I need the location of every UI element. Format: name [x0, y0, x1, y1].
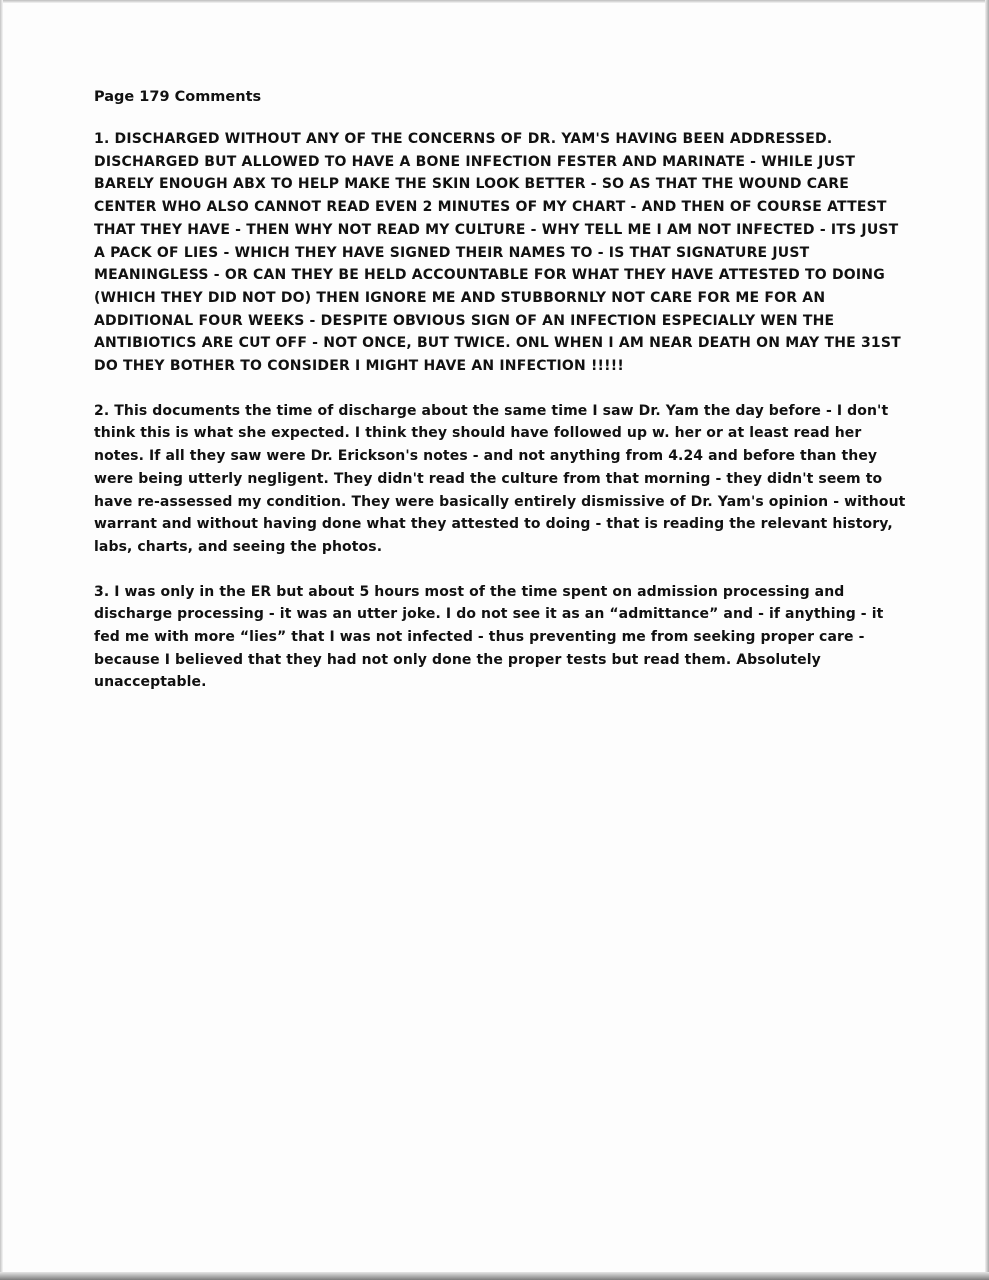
scan-edge-bottom: [0, 1272, 989, 1280]
scan-edge-top: [0, 0, 989, 3]
document-body: [94, 86, 909, 716]
comment-1: 1. DISCHARGED WITHOUT ANY OF THE CONCERNS OF DR. YAM'S HAVING BEEN ADDRESSED. DISCHARGED BUT ALLOWED TO HAVE A BONE INFECTION FESTER AND MARINATE - WHILE JUST BARELY ENOUGH ABX TO HELP MAKE THE SKIN LOOK BETTER - SO AS THAT THE WOUND CARE CENTER WHO ALSO CANNOT READ EVEN 2 MINUTES OF MY CHART - AND THEN OF COURSE ATTEST THAT THEY HAVE - THEN WHY NOT READ MY CULTURE - WHY TELL ME I AM NOT INFECTED - ITS JUST A PACK OF LIES - WHICH THEY HAVE SIGNED THEIR NAMES TO - IS THAT SIGNATURE JUST MEANINGLESS - OR CAN THEY BE HELD ACCOUNTABLE FOR WHAT THEY HAVE ATTESTED TO DOING (WHICH THEY DID NOT DO) THEN IGNORE ME AND STUBBORNLY NOT CARE FOR ME FOR AN ADDITIONAL FOUR WEEKS - DESPITE OBVIOUS SIGN OF AN INFECTION ESPECIALLY WEN THE ANTIBIOTICS ARE CUT OFF - NOT ONCE, BUT TWICE. ONL WHEN I AM NEAR DEATH ON MAY THE 31ST DO THEY BOTHER TO CONSIDER I MIGHT HAVE AN INFECTION !!!!!: [94, 131, 901, 375]
scan-edge-left: [0, 0, 3, 1280]
comment-3: 3. I was only in the ER but about 5 hours most of the time spent on admission processing and discharge processing - it was an utter joke. I do not see it as an “admittance” and - if anything - it fed me with more “lies” that I was not infected - thus preventing me from seeking proper care - because I believed that they had not only done the proper tests but read them. Absolutely unacceptable.: [94, 583, 884, 691]
comment-2: 2. This documents the time of discharge about the same time I saw Dr. Yam the day before - I don't think this is what she expected. I think they should have followed up w. her or at least read her notes. If all they saw were Dr. Erickson's notes - and not anything from 4.24 and before than they were being utterly negligent. They didn't read the culture from that morning - they didn't seem to have re-assessed my condition. They were basically entirely dismissive of Dr. Yam's opinion - without warrant and without having done what they attested to doing - that is reading the relevant history, labs, charts, and seeing the photos.: [94, 402, 906, 555]
page-heading: Page 179 Comments: [94, 89, 262, 105]
scan-edge-right: [985, 0, 989, 1280]
